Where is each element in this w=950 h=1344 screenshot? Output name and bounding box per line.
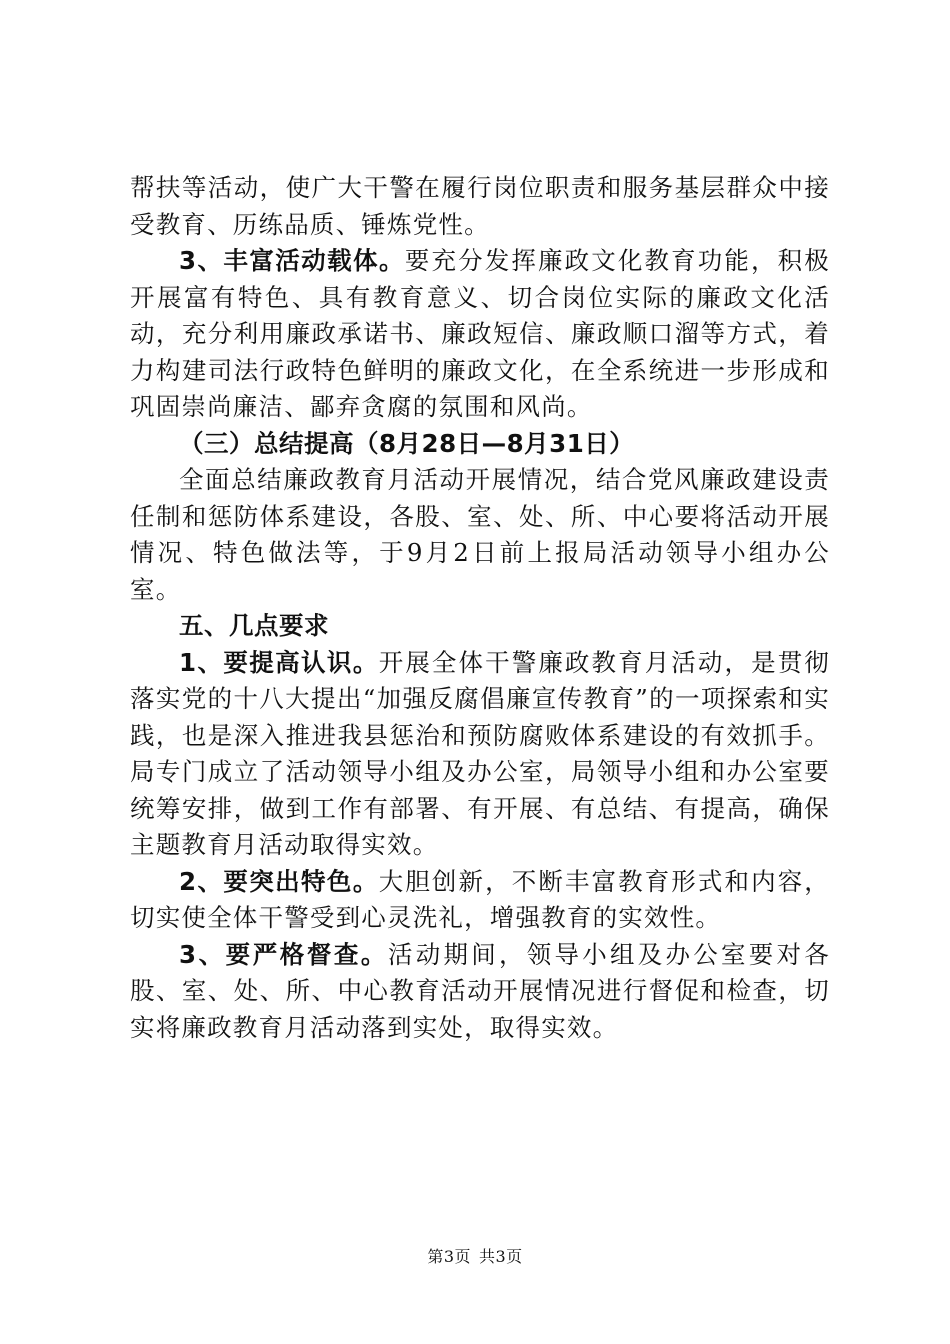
page-footer [0,1244,950,1267]
paragraph-strict-supervision [130,937,830,1047]
paragraph-text: 活动期间，领导小组及办公室要对各股、室、处、所、中心教育活动开展情况进行督促和检查，切实将廉政教育月活动落到实处，取得实效。 [130,939,830,1042]
paragraph-lead-bold: 3、要严格督查。 [179,939,388,969]
paragraph-text: 开展全体干警廉政教育月活动，是贯彻落实党的十八大提出“加强反腐倡廉宣传教育”的一项探索和实践，也是深入推进我县惩治和预防腐败体系建设的有效抓手。局专门成立了活动领导小组及办公室，局领导小组和办公室要统筹安排，做到工作有部署、有开展、有总结、有提高，确保主题教育月活动取得实效。 [130,647,830,859]
paragraph-highlight-features [130,864,830,937]
paragraph-summary: 全面总结廉政教育月活动开展情况，结合党风廉政建设责任制和惩防体系建设，各股、室、处、所、中心要将活动开展情况、特色做法等，于9月2日前上报局活动领导小组办公室。 [130,465,830,604]
section-heading-summary: （三）总结提高（8月28日—8月31日） [179,428,635,458]
document-body [130,170,830,1046]
paragraph-lead-bold: 2、要突出特色。 [179,866,379,896]
page-number-total: 共3页 [479,1247,523,1266]
page-number-current: 第3页 [427,1247,471,1266]
paragraph-continuation: 帮扶等活动，使广大干警在履行岗位职责和服务基层群众中接受教育、历练品质、锤炼党性。 [130,173,830,239]
paragraph-text: 大胆创新，不断丰富教育形式和内容，切实使全体干警受到心灵洗礼，增强教育的实效性。 [130,866,830,932]
paragraph-lead-bold: 3、丰富活动载体。 [179,246,405,275]
paragraph-activity-carrier [130,243,830,426]
paragraph-text: 要充分发挥廉政文化教育功能，积极开展富有特色、具有教育意义、切合岗位实际的廉政文化活动，充分利用廉政承诺书、廉政短信、廉政顺口溜等方式，着力构建司法行政特色鲜明的廉政文化，在全系统进一步形成和巩固崇尚廉洁、鄙弃贪腐的氛围和风尚。 [130,246,830,421]
section-heading-requirements: 五、几点要求 [179,611,329,640]
paragraph-lead-bold: 1、要提高认识。 [179,647,379,677]
paragraph-raise-awareness [130,645,830,864]
